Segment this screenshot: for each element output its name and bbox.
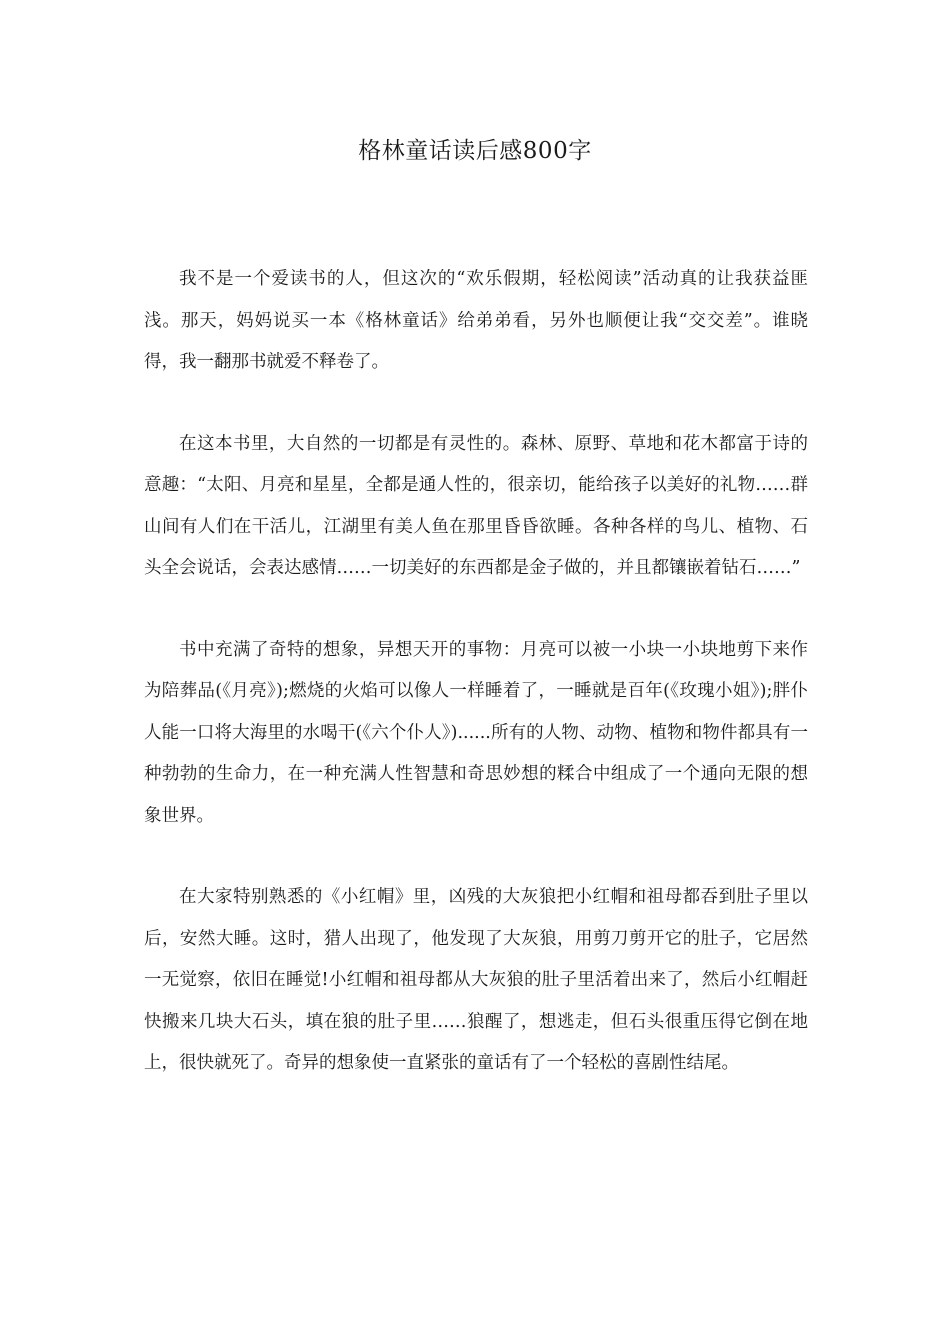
paragraph-1: 我不是一个爱读书的人，但这次的“欢乐假期，轻松阅读”活动真的让我获益匪浅。那天，妈妈说买一本《格林童话》给弟弟看，另外也顺便让我“交交差”。谁晓得，我一翻那书就爱不释卷了。	[144, 269, 808, 372]
paragraph-3: 书中充满了奇特的想象，异想天开的事物：月亮可以被一小块一小块地剪下来作为陪葬品(《月亮》);燃烧的火焰可以像人一样睡着了，一睡就是百年(《玫瑰小姐》);胖仆人能一口将大海里的水喝干(《六个仆人》)......所有的人物、动物、植物和物件都具有一种勃勃的生命力，在一种充满人性智慧和奇思妙想的糅合中组成了一个通向无限的想象世界。	[144, 639, 808, 826]
document-title: 格林童话读后感800字	[358, 138, 592, 164]
document-body	[144, 259, 808, 1125]
paragraph-2: 在这本书里，大自然的一切都是有灵性的。森林、原野、草地和花木都富于诗的意趣：“太阳、月亮和星星，全都是通人性的，很亲切，能给孩子以美好的礼物……群山间有人们在干活儿，江湖里有美人鱼在那里昏昏欲睡。各种各样的鸟儿、植物、石头全会说话，会表达感情……一切美好的东西都是金子做的，并且都镶嵌着钻石……”	[144, 433, 808, 578]
paragraph-4: 在大家特别熟悉的《小红帽》里，凶残的大灰狼把小红帽和祖母都吞到肚子里以后，安然大睡。这时，猎人出现了，他发现了大灰狼，用剪刀剪开它的肚子，它居然一无觉察，依旧在睡觉!小红帽和祖母都从大灰狼的肚子里活着出来了，然后小红帽赶快搬来几块大石头，填在狼的肚子里……狼醒了，想逃走，但石头很重压得它倒在地上，很快就死了。奇异的想象使一直紧张的童话有了一个轻松的喜剧性结尾。	[144, 887, 808, 1073]
